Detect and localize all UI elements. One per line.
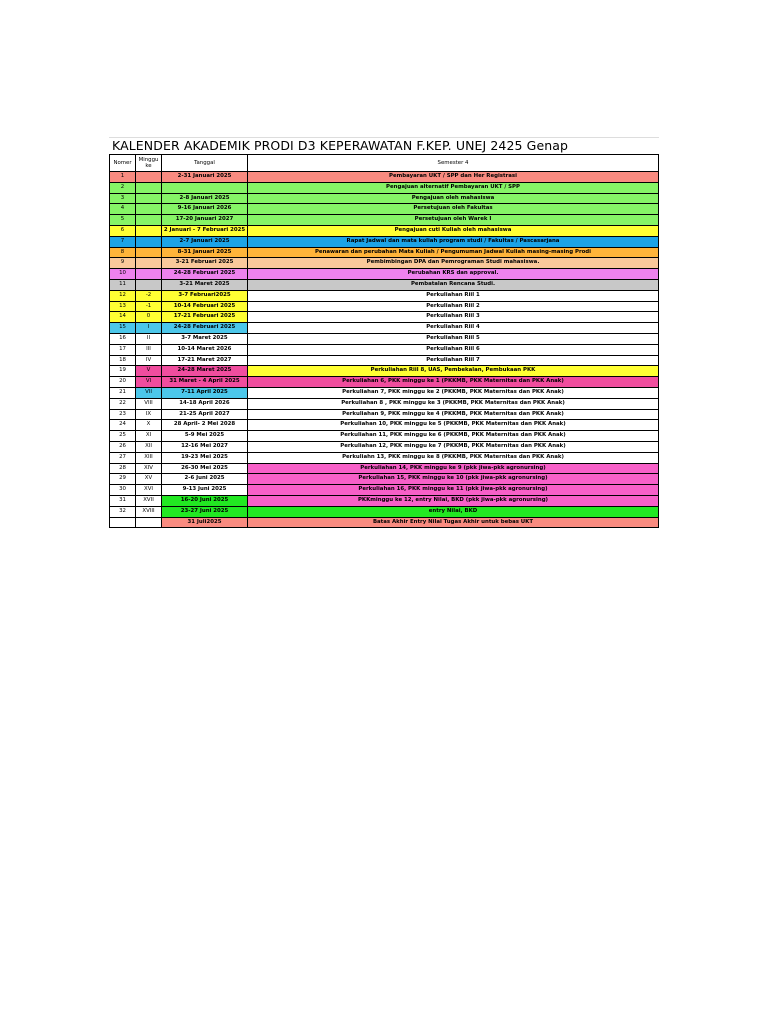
row-number: 18 — [110, 355, 136, 366]
row-week — [136, 279, 162, 290]
row-number: 28 — [110, 463, 136, 474]
table-row — [110, 344, 659, 355]
header-semester: Semester 4 — [248, 155, 659, 172]
row-number: 24 — [110, 420, 136, 431]
row-number: 22 — [110, 398, 136, 409]
row-week — [136, 193, 162, 204]
row-week — [136, 236, 162, 247]
row-event: Perkuliahan 16, PKK minggu ke 11 (pkk jiwa-pkk agronursing) — [248, 485, 659, 496]
header-week: Minggu ke — [136, 155, 162, 172]
row-date: 26-30 Mei 2025 — [162, 463, 248, 474]
row-event: Perkuliahan 10, PKK minggu ke 5 (PKKMB, PKK Maternitas dan PKK Anak) — [248, 420, 659, 431]
table-row — [110, 420, 659, 431]
row-week — [136, 247, 162, 258]
row-date: 2-31 Januari 2025 — [162, 172, 248, 183]
table-row — [110, 193, 659, 204]
row-week: III — [136, 344, 162, 355]
row-event: Pengajuan cuti Kuliah oleh mahasiswa — [248, 225, 659, 236]
row-date: 17-21 Maret 2027 — [162, 355, 248, 366]
row-event: Perkuliahan Riil 7 — [248, 355, 659, 366]
row-date: 21-25 April 2027 — [162, 409, 248, 420]
row-event: Perkuliahan Riil 3 — [248, 312, 659, 323]
row-week: XIV — [136, 463, 162, 474]
row-date: 3-7 Februari2025 — [162, 290, 248, 301]
row-number — [110, 517, 136, 528]
row-week: -1 — [136, 301, 162, 312]
row-event: Penawaran dan perubahan Mata Kuliah / Pengumuman Jadwal Kuliah masing-masing Prodi — [248, 247, 659, 258]
row-number: 4 — [110, 204, 136, 215]
row-week: II — [136, 333, 162, 344]
row-date: 24-28 Maret 2025 — [162, 366, 248, 377]
table-row — [110, 269, 659, 280]
row-week — [136, 172, 162, 183]
row-number: 10 — [110, 269, 136, 280]
row-event: Perkuliahan Riil 6 — [248, 344, 659, 355]
row-date: 3-21 Maret 2025 — [162, 279, 248, 290]
row-date: 10-14 Februari 2025 — [162, 301, 248, 312]
row-event: Perkuliahan 9, PKK minggu ke 4 (PKKMB, PKK Maternitas dan PKK Anak) — [248, 409, 659, 420]
row-number: 8 — [110, 247, 136, 258]
row-event: Perkuliahan 6, PKK minggu ke 1 (PKKMB, PKK Maternitas dan PKK Anak) — [248, 377, 659, 388]
row-number: 14 — [110, 312, 136, 323]
calendar-title: KALENDER AKADEMIK PRODI D3 KEPERAWATAN F.KEP. UNEJ 2425 Genap — [109, 137, 659, 154]
table-row — [110, 312, 659, 323]
header-row — [110, 155, 659, 172]
row-week — [136, 182, 162, 193]
row-date: 2 Januari - 7 Februari 2025 — [162, 225, 248, 236]
row-week — [136, 269, 162, 280]
table-row — [110, 517, 659, 528]
row-date: 9-13 Juni 2025 — [162, 485, 248, 496]
row-date: 2-7 Januari 2025 — [162, 236, 248, 247]
table-row — [110, 225, 659, 236]
row-week — [136, 204, 162, 215]
table-row — [110, 323, 659, 334]
row-number: 25 — [110, 431, 136, 442]
header-date: Tanggal — [162, 155, 248, 172]
table-row — [110, 452, 659, 463]
table-row — [110, 182, 659, 193]
row-event: Perkuliahan 7, PKK minggu ke 2 (PKKMB, PKK Maternitas dan PKK Anak) — [248, 387, 659, 398]
row-date: 31 Maret - 4 April 2025 — [162, 377, 248, 388]
row-week: XIII — [136, 452, 162, 463]
row-date: 28 April- 2 Mei 2028 — [162, 420, 248, 431]
row-week: XVIII — [136, 506, 162, 517]
row-date: 17-20 Januari 2027 — [162, 215, 248, 226]
row-week: XI — [136, 431, 162, 442]
table-row — [110, 431, 659, 442]
row-event: Perkuliahan Riil 4 — [248, 323, 659, 334]
table-row — [110, 236, 659, 247]
row-date: 2-8 Januari 2025 — [162, 193, 248, 204]
row-week: IV — [136, 355, 162, 366]
row-date: 7-11 April 2025 — [162, 387, 248, 398]
row-event: Persetujuan oleh Warek I — [248, 215, 659, 226]
row-number: 13 — [110, 301, 136, 312]
table-row — [110, 301, 659, 312]
header-number: Nomer — [110, 155, 136, 172]
row-number: 11 — [110, 279, 136, 290]
row-number: 15 — [110, 323, 136, 334]
row-number: 27 — [110, 452, 136, 463]
row-date: 19-23 Mei 2025 — [162, 452, 248, 463]
table-row — [110, 366, 659, 377]
row-date: 10-14 Maret 2026 — [162, 344, 248, 355]
row-number: 6 — [110, 225, 136, 236]
row-event: Pembayaran UKT / SPP dan Her Registrasi — [248, 172, 659, 183]
row-date — [162, 182, 248, 193]
row-number: 26 — [110, 441, 136, 452]
row-week — [136, 215, 162, 226]
row-week: XII — [136, 441, 162, 452]
row-event: Perubahan KRS dan approval. — [248, 269, 659, 280]
table-row — [110, 485, 659, 496]
table-row — [110, 290, 659, 301]
table-row — [110, 474, 659, 485]
row-number: 31 — [110, 495, 136, 506]
row-date: 3-21 Februari 2025 — [162, 258, 248, 269]
row-date: 17-21 Februari 2025 — [162, 312, 248, 323]
row-event: Perkuliahan 11, PKK minggu ke 6 (PKKMB, PKK Maternitas dan PKK Anak) — [248, 431, 659, 442]
row-week — [136, 225, 162, 236]
row-number: 32 — [110, 506, 136, 517]
row-number: 1 — [110, 172, 136, 183]
row-event: Perkuliahan Riil 2 — [248, 301, 659, 312]
row-week: VII — [136, 387, 162, 398]
row-event: PKKminggu ke 12, entry Nilai, BKD (pkk jiwa-pkk agronursing) — [248, 495, 659, 506]
row-date: 9-16 Januari 2026 — [162, 204, 248, 215]
row-event: Pembatalan Rencana Studi. — [248, 279, 659, 290]
row-date: 24-28 Februari 2025 — [162, 323, 248, 334]
table-row — [110, 398, 659, 409]
row-week: VIII — [136, 398, 162, 409]
table-row — [110, 333, 659, 344]
table-row — [110, 215, 659, 226]
row-number: 9 — [110, 258, 136, 269]
row-event: Perkuliahan 14, PKK minggu ke 9 (pkk jiwa-pkk agronursing) — [248, 463, 659, 474]
row-number: 17 — [110, 344, 136, 355]
table-row — [110, 409, 659, 420]
calendar-table — [109, 154, 659, 528]
row-event: Perkuliahan 12, PKK minggu ke 7 (PKKMB, PKK Maternitas dan PKK Anak) — [248, 441, 659, 452]
row-week: XVI — [136, 485, 162, 496]
row-event: Pengajuan oleh mahasiswa — [248, 193, 659, 204]
row-number: 29 — [110, 474, 136, 485]
row-date: 16-20 Juni 2025 — [162, 495, 248, 506]
row-date: 5-9 Mei 2025 — [162, 431, 248, 442]
row-week: IX — [136, 409, 162, 420]
row-number: 3 — [110, 193, 136, 204]
row-date: 12-16 Mei 2027 — [162, 441, 248, 452]
row-date: 3-7 Maret 2025 — [162, 333, 248, 344]
row-number: 12 — [110, 290, 136, 301]
row-date: 23-27 Juni 2025 — [162, 506, 248, 517]
row-week: X — [136, 420, 162, 431]
row-event: Rapat Jadwal dan mata kuliah program studi / Fakultas / Pascasarjana — [248, 236, 659, 247]
row-date: 8-31 Januari 2025 — [162, 247, 248, 258]
row-date: 31 Juli2025 — [162, 517, 248, 528]
row-number: 7 — [110, 236, 136, 247]
row-event: Perkuliahan 8 , PKK minggu ke 3 (PKKMB, PKK Maternitas dan PKK Anak) — [248, 398, 659, 409]
table-row — [110, 495, 659, 506]
row-event: Batas Akhir Entry Nilai Tugas Akhir untuk bebas UKT — [248, 517, 659, 528]
row-week: XV — [136, 474, 162, 485]
table-row — [110, 441, 659, 452]
row-event: Perkuliahan Riil 5 — [248, 333, 659, 344]
row-week: V — [136, 366, 162, 377]
row-number: 19 — [110, 366, 136, 377]
table-row — [110, 355, 659, 366]
row-event: entry Nilai, BKD — [248, 506, 659, 517]
table-row — [110, 247, 659, 258]
table-row — [110, 258, 659, 269]
table-row — [110, 387, 659, 398]
row-number: 5 — [110, 215, 136, 226]
row-event: Perkuliahn 13, PKK minggu ke 8 (PKKMB, PKK Maternitas dan PKK Anak) — [248, 452, 659, 463]
academic-calendar-sheet — [109, 137, 659, 528]
row-week — [136, 258, 162, 269]
row-week: XVII — [136, 495, 162, 506]
row-number: 30 — [110, 485, 136, 496]
row-date: 14-18 April 2026 — [162, 398, 248, 409]
row-number: 2 — [110, 182, 136, 193]
row-number: 23 — [110, 409, 136, 420]
row-number: 21 — [110, 387, 136, 398]
row-number: 20 — [110, 377, 136, 388]
row-week — [136, 517, 162, 528]
table-row — [110, 172, 659, 183]
row-week: -2 — [136, 290, 162, 301]
row-week: I — [136, 323, 162, 334]
row-event: Perkuliahan Riil 8, UAS, Pembekalan, Pembukaan PKK — [248, 366, 659, 377]
row-event: Pengajuan alternatif Pembayaran UKT / SPP — [248, 182, 659, 193]
row-week: 0 — [136, 312, 162, 323]
table-row — [110, 279, 659, 290]
table-row — [110, 377, 659, 388]
row-number: 16 — [110, 333, 136, 344]
row-date: 24-28 Februari 2025 — [162, 269, 248, 280]
row-event: Perkuliahan 15, PKK minggu ke 10 (pkk jiwa-pkk agronursing) — [248, 474, 659, 485]
table-row — [110, 506, 659, 517]
row-event: Persetujuan oleh Fakultas — [248, 204, 659, 215]
row-date: 2-6 Juni 2025 — [162, 474, 248, 485]
row-week: VI — [136, 377, 162, 388]
row-event: Perkuliahan Riil 1 — [248, 290, 659, 301]
table-row — [110, 204, 659, 215]
table-row — [110, 463, 659, 474]
row-event: Pembimbingan DPA dan Pemrograman Studi mahasiswa. — [248, 258, 659, 269]
